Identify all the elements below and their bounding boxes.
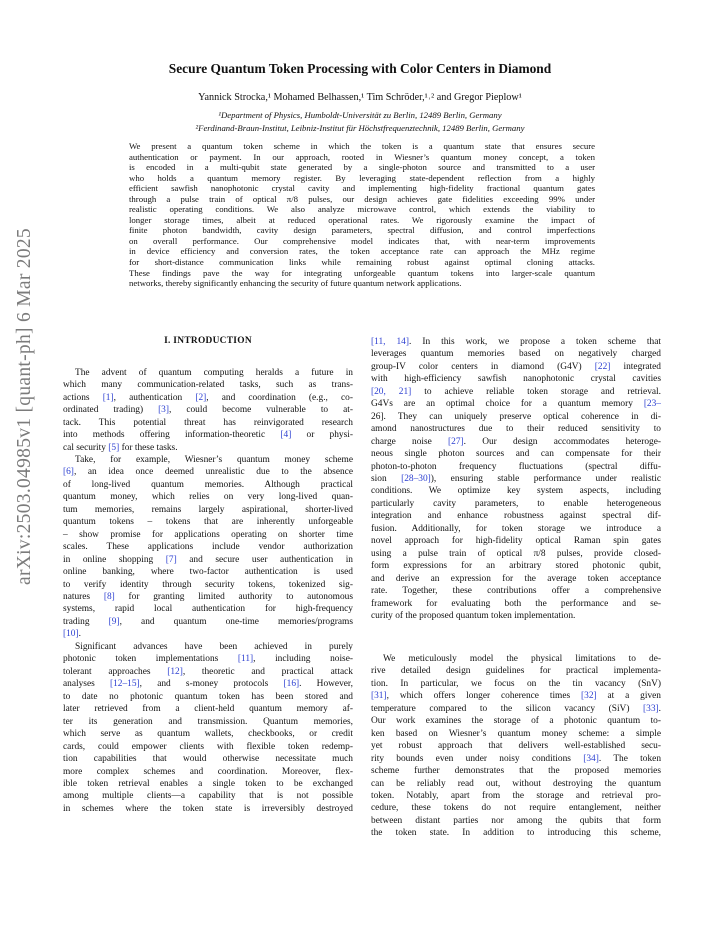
text-line: leverages quantum memories based on negatively charged (371, 349, 661, 360)
citation-link[interactable]: [20, 21] (371, 386, 412, 397)
text-line: 26]. They can uniquely preserve optical coherence in di- (371, 411, 661, 422)
text-line: temperature compared to the silicon vacancy (SiV) [33]. (371, 703, 661, 714)
text-line: actions [1], authentication [2], and coordination (e.g., co- (63, 392, 353, 403)
text-line: into methods offering information-theoretic [4] or physi- (63, 430, 353, 441)
text-line: of long-lived quantum memories. Although practical (63, 479, 353, 490)
text-line: to verify identity through security tokens, tokenized sig- (63, 579, 353, 590)
text-line: ordinated trading) [3], could become vulnerable to at- (63, 405, 353, 416)
citation-link[interactable]: [3] (158, 405, 169, 416)
citation-link[interactable]: [5] (108, 442, 120, 453)
citation-link[interactable]: [27] (448, 436, 464, 447)
text-line: in schemes where the token state is irreversibly destroyed (63, 803, 353, 814)
text-line: which many communication-related tasks, such as trans- (63, 380, 353, 391)
text-line: scales. These applications include vendor authorization (63, 542, 353, 553)
paragraph (63, 641, 353, 815)
text-line: tion capabilities that would otherwise necessitate much (63, 754, 353, 765)
paragraph (63, 454, 353, 641)
abstract-line: is encoded in a multi-qubit state generated by a single-photon source and transmitted to a user (129, 162, 595, 173)
text-line: tolerant approaches [12], theoretic and practical attack (63, 666, 353, 677)
citation-link[interactable]: [2] (195, 392, 207, 403)
citation-link[interactable]: [32] (581, 691, 597, 702)
text-line: ken based on Wiesner’s quantum money scheme: a simple (371, 728, 661, 739)
text-line: scheme further demonstrates that the proposed memories (371, 766, 661, 777)
abstract-line: on overall performance. Our comprehensive model indicates that, with near-term improvements (129, 235, 595, 246)
abstract-line: who holds a quantum memory register. By leveraging state-dependent reflection from a highly (129, 172, 595, 183)
citation-link[interactable]: [12–15] (109, 679, 140, 690)
text-line: cards, could empower clients with flexible token redemp- (63, 741, 353, 752)
citation-link[interactable]: [22] (594, 361, 611, 372)
abstract-line: These findings pave the way for integrating unforgeable quantum tokens into larger-scale quantum (129, 267, 595, 278)
text-line: with high-efficiency sawfish nanophotonic crystal cavities (371, 374, 661, 385)
text-line: – show promise for applications operating on shorter time (63, 529, 353, 540)
arxiv-identifier-stamp[interactable]: arXiv:2503.04985v1 [quant-ph] 6 Mar 2025 (14, 228, 35, 585)
text-line: group-IV color centers in diamond (G4V) [22] integrated (371, 361, 661, 372)
section-heading-introduction: I. INTRODUCTION (164, 336, 252, 346)
text-line: [6], an idea once deemed unrealistic due to the absence (63, 467, 353, 478)
text-line: yet robust approach that delivers well-established secu- (371, 741, 661, 752)
abstract-line: longer storage times, albeit at reduced operational rates. We rigorously examine the impact of (129, 214, 595, 225)
text-line: cal security [5] for these tasks. (63, 442, 178, 453)
text-line: online banking, where two-factor authentication is used (63, 567, 353, 578)
author-list: Yannick Strocka,¹ Mohamed Belhassen,¹ Tim Schröder,¹˒² and Gregor Pieplow¹ (198, 92, 522, 103)
text-line: systems, rapid local authentication for high-frequency (63, 604, 353, 615)
text-line: trading [9], and quantum one-time memories/programs (63, 616, 353, 627)
citation-link[interactable]: [16] (283, 679, 300, 690)
text-line: rity bounds even under noisy conditions [34]. The token (371, 753, 662, 764)
text-line: can be reliably read out, without destroying the quantum (371, 778, 661, 789)
citation-link[interactable]: [4] (280, 430, 292, 441)
text-line: to date no photonic quantum token has been stored and (63, 691, 353, 702)
paragraph (371, 336, 661, 622)
text-line: later retrieved from a client-held quantum memory af- (63, 704, 353, 715)
text-line: photonic token implementations [11], including noise- (63, 654, 353, 665)
text-line: curity of the proposed quantum token implementation. (371, 610, 576, 621)
text-line: particularly cavity parameters, to enable heterogeneous (371, 498, 661, 509)
affiliation-2: ²Ferdinand-Braun-Institut, Leibniz-Institut für Höchstfrequenztechnik, 12489 Berlin, Germany (195, 123, 525, 133)
citation-link[interactable]: [6] (63, 467, 74, 478)
text-line: which serve as quantum wallets, checkbooks, or credit (63, 729, 353, 740)
text-line: Significant advances have been achieved in purely (75, 642, 353, 652)
text-line: Take, for example, Wiesner’s quantum money scheme (75, 455, 353, 465)
text-line: in online shopping [7] and secure user authentication in (63, 554, 353, 565)
citation-link[interactable]: [8] (103, 591, 115, 602)
text-line: [20, 21] to achieve reliable token storage and retrieval. (371, 386, 661, 397)
text-line: quantum money, which relies on very long-lived quan- (63, 492, 353, 503)
text-line: the token state. In addition to introducing this scheme, (371, 828, 661, 839)
abstract-line: networks, thereby significantly enhancing the security of future quantum network applications. (129, 278, 462, 289)
citation-link[interactable]: [34] (583, 753, 599, 764)
text-line: form expressions for an arbitrary stored photonic qubit, (371, 561, 661, 572)
text-line: between distant parties nor among the qubits that form (371, 815, 661, 826)
abstract-line: realistic operating conditions. We also analyze microwave control, which extends the viability to (129, 204, 595, 215)
text-line: amond nanostructures due to their reduced sensitivity to (371, 424, 661, 435)
paragraph (63, 367, 353, 454)
text-line: [10]. (63, 629, 81, 640)
text-line: cedure, these tokens do not require entanglement, neither (371, 803, 661, 814)
citation-link[interactable]: [11] (237, 654, 254, 665)
text-line: ible token retrieval enables a single token to be exchanged (63, 778, 353, 789)
text-line: conditions. We optimize key system aspects, including (371, 486, 661, 497)
citation-link[interactable]: [7] (165, 554, 177, 565)
affiliation-1: ¹Department of Physics, Humboldt-Universität zu Berlin, 12489 Berlin, Germany (218, 110, 502, 120)
text-line: natures [8] for granting limited authority to autonomous (63, 591, 353, 602)
abstract-line: authentication or payment. In our approach, rooted in Wiesner’s quantum money concept, a token (129, 151, 595, 162)
text-line: sion [28–30]), ensuring stable performance under realistic (371, 473, 661, 484)
text-line: quantum tokens – tokens that are inherently unforgeable (63, 517, 353, 528)
text-line: rate. Together, these contributions offer a comprehensive (371, 586, 661, 597)
text-line: tum memories, remains largely aspirational, shorter-lived (63, 504, 353, 515)
abstract-line: efficient sawfish nanophotonic crystal cavity and implementing high-fidelity fractional quantum gates (129, 183, 595, 194)
text-line: token. Notably, apart from the storage and retrieval pro- (371, 790, 661, 801)
citation-link[interactable]: [31] (371, 691, 387, 702)
abstract-line: through a pulse train of optical π/8 pulses, our design achieves gate fidelities exceeding 99% under (129, 193, 595, 204)
text-line: photon-to-photon frequency fluctuations (spectral diffu- (371, 461, 661, 472)
text-line: tack. This potential threat has reinvigorated research (63, 417, 353, 428)
text-line: [11, 14]. In this work, we propose a token scheme that (371, 337, 661, 347)
text-line: analyses [12–15], and s-money protocols [16]. However, (63, 679, 354, 690)
text-line: fusion. Additionally, for token storage we introduce a (371, 523, 661, 534)
text-line: using a pulse train of optical π/8 pulses, provide closed- (371, 548, 661, 559)
text-line: and derive an expression for the average token acceptance (371, 573, 661, 584)
text-line: rive detailed design guidelines for practical implementa- (371, 666, 661, 677)
text-line: framework for evaluating both the performance and se- (371, 598, 661, 609)
text-line: among multiple clients—a capability that is not possible (63, 791, 353, 802)
text-line: We meticulously model the physical limitations to de- (383, 654, 661, 664)
citation-link[interactable]: [1] (102, 392, 114, 403)
text-line: The advent of quantum computing heralds a future in (75, 368, 353, 378)
text-line: Our work examines the storage of a photonic quantum to- (371, 716, 661, 727)
text-line: neous single photon sources and can compensate for their (371, 449, 661, 460)
citation-link[interactable]: [10] (63, 629, 79, 640)
text-line: G4Vs are an optimal choice for a quantum memory [23– (371, 399, 661, 410)
citation-link[interactable]: [28–30] (401, 473, 431, 484)
citation-link[interactable]: [33] (643, 703, 659, 714)
citation-link[interactable]: [9] (108, 616, 120, 627)
text-line: charge noise [27]. Our design accommodates heteroge- (371, 436, 661, 447)
text-line: more complex schemes and coordination. Moreover, flex- (63, 766, 353, 777)
abstract-line: in device efficiency and conversion rates, the token acceptance rate can approach the MHz regime (129, 246, 595, 257)
citation-link[interactable]: [12] (167, 666, 183, 677)
text-line: novel approach for high-fidelity optical Raman spin gates (371, 536, 661, 547)
citation-link[interactable]: [23– (643, 399, 661, 410)
text-line: tion. In particular, we focus on the tin vacancy (SnV) (371, 678, 661, 689)
abstract (129, 141, 595, 289)
abstract-line: finite photon bandwidth, cavity design parameters, spectral diffusion, and control imperfections (129, 225, 595, 236)
citation-link[interactable]: [11, 14] (371, 337, 409, 347)
abstract-line: for short-distance communication links while remaining robust against optimal cloning attacks. (129, 257, 595, 268)
paragraph (371, 653, 661, 840)
text-line: ter its generation and transmission. Quantum memories, (63, 716, 353, 727)
paper-title: Secure Quantum Token Processing with Color Centers in Diamond (168, 61, 552, 76)
text-line: integration and enhance robustness against spectral dif- (371, 511, 661, 522)
text-line: [31], which offers longer coherence times [32] at a given (371, 691, 661, 702)
abstract-line: We present a quantum token scheme in which the token is a quantum state that ensures secure (129, 141, 595, 151)
